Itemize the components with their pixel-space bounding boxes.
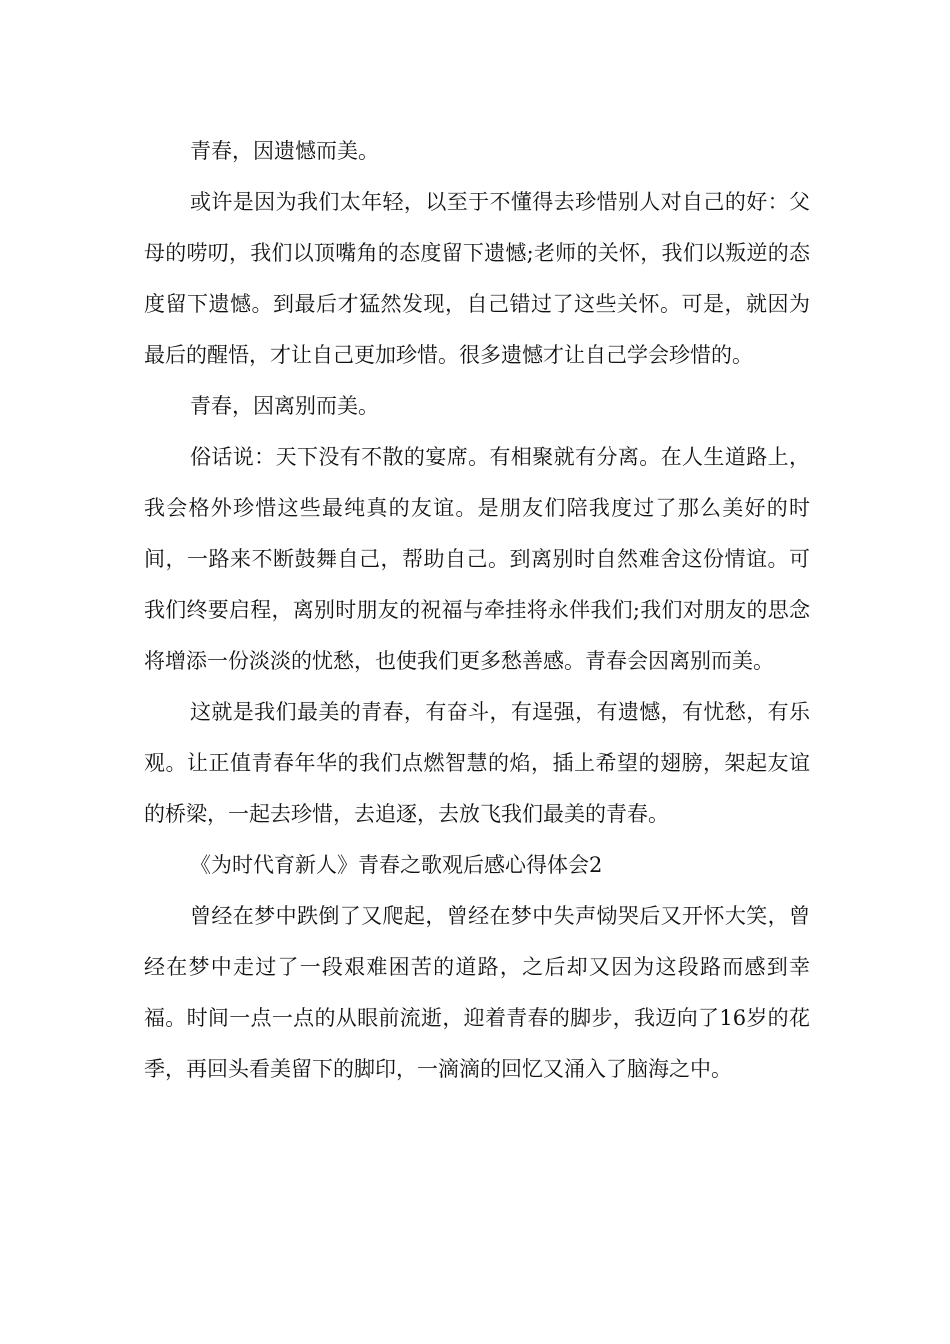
essay-title-2: 《为时代育新人》青春之歌观后感心得体会2 xyxy=(190,853,603,877)
paragraph-parting: 俗话说：天下没有不散的宴席。有相聚就有分离。在人生道路上，我会格外珍惜这些最纯真的友谊。是朋友们陪我度过了那么美好的时间，一路来不断鼓舞自己，帮助自己。到离别时自然难舍这份情谊。可我们终要启程，离别时朋友的祝福与牵挂将永伴我们;我们对朋友的思念将增添一份淡淡的忧愁，也使我们更多愁善感。青春会因离别而美。 xyxy=(144,445,810,673)
paragraph-dream: 曾经在梦中跌倒了又爬起，曾经在梦中失声恸哭后又开怀大笑，曾经在梦中走过了一段艰难困苦的道路，之后却又因为这段路而感到幸福。时间一点一点的从眼前流逝，迎着青春的脚步，我迈向了16岁的花季，再回头看美留下的脚印，一滴滴的回忆又涌入了脑海之中。 xyxy=(144,904,810,1081)
section-heading-regret: 青春，因遗憾而美。 xyxy=(190,139,379,163)
paragraph-regret: 或许是因为我们太年轻，以至于不懂得去珍惜别人对自己的好：父母的唠叨，我们以顶嘴角的态度留下遗憾;老师的关怀，我们以叛逆的态度留下遗憾。到最后才猛然发现，自己错过了这些关怀。可是，就因为最后的醒悟，才让自己更加珍惜。很多遗憾才让自己学会珍惜的。 xyxy=(144,190,810,367)
paragraph-conclusion: 这就是我们最美的青春，有奋斗，有逞强，有遗憾，有忧愁，有乐观。让正值青春年华的我们点燃智慧的焰，插上希望的翅膀，架起友谊的桥梁，一起去珍惜，去追逐，去放飞我们最美的青春。 xyxy=(144,700,810,826)
document-body xyxy=(144,126,810,1095)
section-heading-parting: 青春，因离别而美。 xyxy=(190,394,379,418)
